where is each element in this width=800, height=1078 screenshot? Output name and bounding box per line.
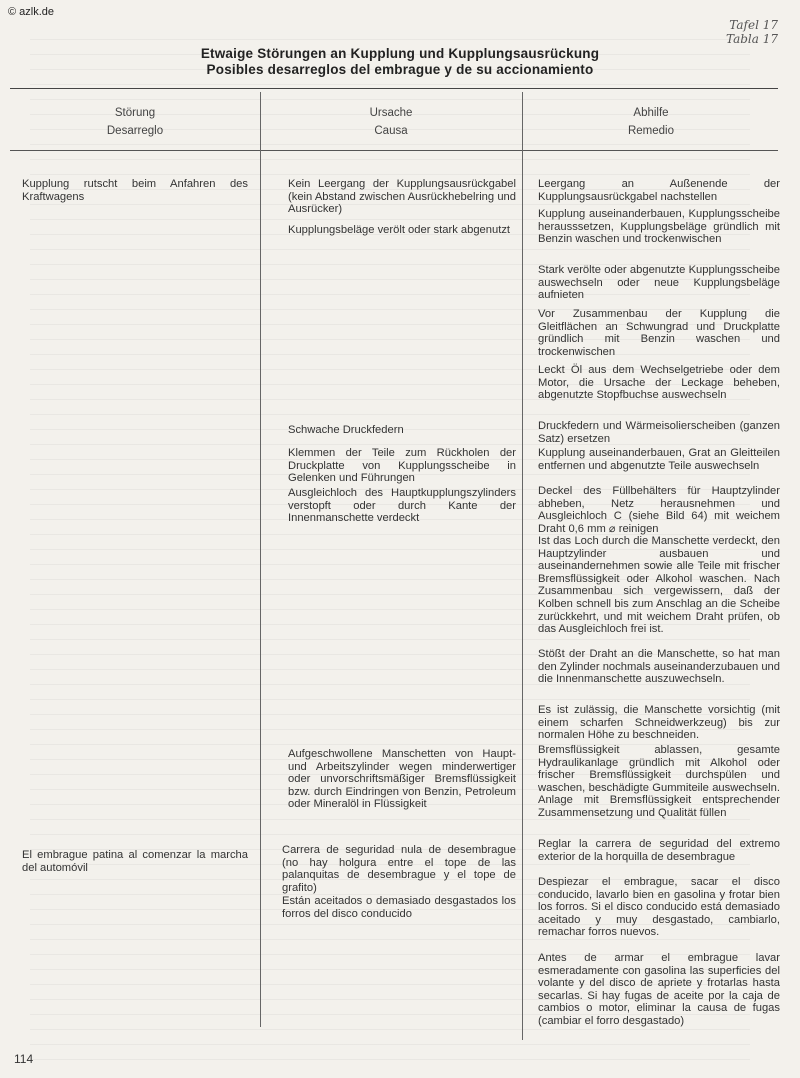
remedy-item: Ist das Loch durch die Manschette verdeckt, den Hauptzylinder ausbauen und auseinandernehmen sowie alle Teile mit frischer Bremsflüssigkeit oder Alkohol waschen. Nach Zusammenbau sich vergewissern, daß der Kolben schnell bis zum Anschlag an die Scheibe zurückkehrt, und mit weichem Draht prüfen, ob das Ausgleichloch frei ist.	[538, 535, 780, 636]
column-divider-2	[522, 92, 523, 1040]
title-es: Posibles desarreglos del embrague y de su accionamiento	[206, 62, 594, 77]
table-number-es: Tabla 17	[726, 32, 778, 46]
remedy-item: Stark verölte oder abgenutzte Kupplungsscheibe auswechseln oder neue Kupplungsbeläge aufnieten	[538, 264, 780, 302]
remedy-item: Antes de armar el embrague lavar esmeradamente con gasolina las superficies del volante y del disco de apriete y frotarlas hasta secarlas. Si hay fugas de aceite por la caja de cambios o motor, eliminar la causa de fugas (cambiar el forro desgastado)	[538, 952, 780, 1027]
cause-item: Klemmen der Teile zum Rückholen der Druckplatte von Kupplungsscheibe in Gelenken und Führungen	[288, 447, 516, 485]
header-cause-de: Ursache	[369, 107, 413, 119]
cause-item: Kupplungsbeläge verölt oder stark abgenutzt	[288, 224, 511, 236]
disturbance-de: Kupplung rutscht beim Anfahren des Kraftwagens	[22, 178, 248, 203]
table-number	[726, 18, 778, 46]
table-top-rule	[10, 88, 778, 89]
remedy-item: Despiezar el embrague, sacar el disco conducido, lavarlo bien en gasolina y frotar bien los forros. Si el disco conducido está demasiado aceitado y muy desgastado, cambiarlo, remachar forros nuevos.	[538, 876, 780, 939]
remedy-item: Reglar la carrera de seguridad del extremo exterior de la horquilla de desembrague	[538, 838, 780, 863]
cause-item: Schwache Druckfedern	[288, 424, 404, 436]
cause-item: Están aceitados o demasiado desgastados los forros del disco conducido	[282, 895, 516, 920]
remedy-item: Deckel des Füllbehälters für Hauptzylinder abheben, Netz herausnehmen und Ausgleichloch C (siehe Bild 64) mit weichem Draht 0,6 mm ⌀ reinigen	[538, 485, 780, 535]
header-remedy	[524, 104, 778, 140]
cause-item: Ausgleichloch des Hauptkupplungszylinders verstopft oder durch Kante der Innenmanschette verdeckt	[288, 487, 516, 525]
header-bottom-rule	[10, 150, 778, 151]
column-divider-1	[260, 92, 261, 1027]
header-disturbance-de: Störung	[114, 107, 156, 119]
disturbance-es: El embrague patina al comenzar la marcha del automóvil	[22, 849, 248, 874]
header-disturbance	[10, 104, 260, 140]
title-de: Etwaige Störungen an Kupplung und Kupplungsausrückung	[200, 46, 600, 61]
remedy-item: Kupplung auseinanderbauen, Grat an Gleitteilen entfernen und abgenutzte Teile auswechseln	[538, 447, 780, 472]
cause-item: Aufgeschwollene Manschetten von Haupt- und Arbeitszylinder wegen minderwertiger oder unvorschriftsmäßiger Bremsflüssigkeit bzw. durch Eindringen von Benzin, Petroleum oder Mineralöl in Flüssigkeit	[288, 748, 516, 811]
page-title	[0, 46, 800, 78]
remedy-item: Kupplung auseinanderbauen, Kupplungsscheibe herausssetzen, Kupplungsbeläge gründlich mit Benzin waschen und trockenwischen	[538, 208, 780, 246]
page-number: 114	[14, 1052, 34, 1066]
cause-item: Kein Leergang der Kupplungsausrückgabel (kein Abstand zwischen Ausrückhebelring und Ausrücker)	[288, 178, 516, 216]
header-disturbance-es: Desarreglo	[106, 125, 164, 137]
remedy-item: Stößt der Draht an die Manschette, so hat man den Zylinder nochmals auseinanderzubauen und die Innenmanschette auszuwechseln.	[538, 648, 780, 686]
header-cause-es: Causa	[374, 125, 408, 137]
header-cause	[262, 104, 520, 140]
watermark: © azlk.de	[8, 6, 55, 18]
remedy-item: Druckfedern und Wärmeisolierscheiben (ganzen Satz) ersetzen	[538, 420, 780, 445]
header-remedy-es: Remedio	[627, 125, 675, 137]
cause-item: Carrera de seguridad nula de desembrague (no hay holgura entre el tope de las palanquitas de desembrague y el tope de grafito)	[282, 844, 516, 894]
remedy-item: Leergang an Außenende der Kupplungsausrückgabel nachstellen	[538, 178, 780, 203]
remedy-item: Es ist zulässig, die Manschette vorsichtig (mit einem scharfen Schneidwerkzeug) bis zur normalen Höhe zu beschneiden.	[538, 704, 780, 742]
header-remedy-de: Abhilfe	[633, 107, 669, 119]
remedy-item: Bremsflüssigkeit ablassen, gesamte Hydraulikanlage gründlich mit Alkohol oder frischer Bremsflüssigkeit durchspülen und waschen, beschädigte Gummiteile auswechseln. Anlage mit Bremsflüssigkeit entsprechender Zusammensetzung und Qualität füllen	[538, 744, 780, 819]
remedy-item: Vor Zusammenbau der Kupplung die Gleitflächen an Schwungrad und Druckplatte gründlich mit Benzin waschen und trockenwischen	[538, 308, 780, 358]
remedy-item: Leckt Öl aus dem Wechselgetriebe oder dem Motor, die Ursache der Leckage beheben, abgenutzte Stopfbuchse auswechseln	[538, 364, 780, 402]
table-number-de: Tafel 17	[729, 18, 778, 32]
